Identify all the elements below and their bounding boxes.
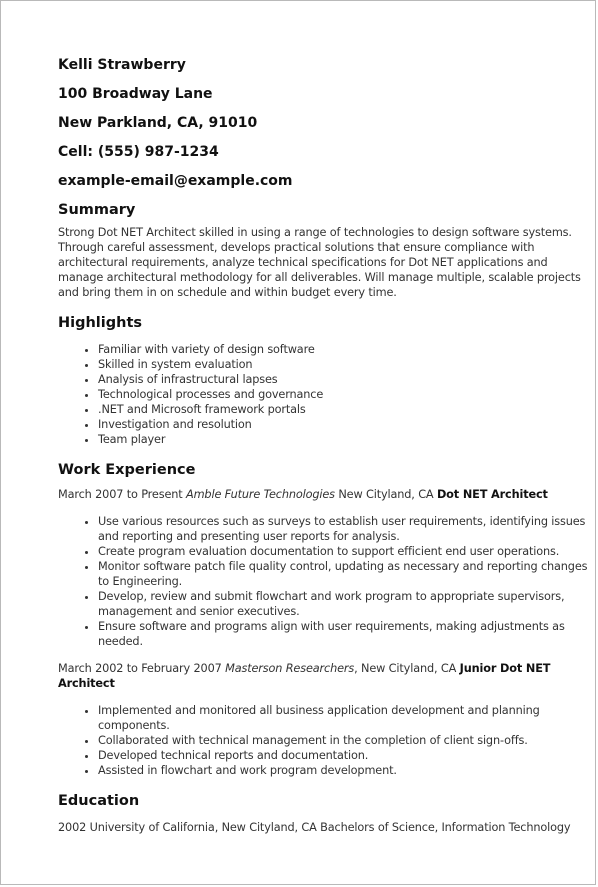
- highlights-section: [58, 314, 594, 447]
- summary-title: Summary: [58, 202, 136, 218]
- list-item: • Investigation and resolution: [98, 417, 594, 432]
- job-dates: March 2002 to February 2007: [58, 662, 222, 675]
- contact-address: 100 Broadway Lane: [58, 86, 213, 102]
- job-bullets: [58, 514, 594, 649]
- job-location: New Cityland, CA: [334, 488, 437, 501]
- job-entry: [58, 487, 594, 649]
- contact-email: example-email@example.com: [58, 173, 293, 189]
- work-title: Work Experience: [58, 462, 196, 478]
- work-section: [58, 461, 594, 778]
- list-item: • Use various resources such as surveys to establish user requirements, identifying issues and reporting and presenting user reports for analysis.: [98, 514, 594, 544]
- job-role: Dot NET Architect: [436, 488, 548, 501]
- summary-text: Strong Dot NET Architect skilled in using a range of technologies to design software systems. Through careful assessment, develops practical solutions that ensure compliance with architectural requirements, analyze technical specifications for Dot NET applications and manage architectural methodology for all deliverables. Will manage multiple, scalable projects and bring them in on schedule and within budget every time.: [58, 226, 581, 299]
- job-dates: March 2007 to Present: [58, 488, 183, 501]
- list-item: • Assisted in flowchart and work program development.: [98, 763, 594, 778]
- list-item: • .NET and Microsoft framework portals: [98, 402, 594, 417]
- job-company: Amble Future Technologies: [186, 488, 335, 501]
- list-item: • Implemented and monitored all business application development and planning components.: [98, 703, 594, 733]
- highlights-title: Highlights: [58, 315, 143, 331]
- job-company: Masterson Researchers: [225, 662, 355, 675]
- highlights-list: [58, 342, 594, 447]
- job-header: [58, 661, 594, 691]
- contact-phone: Cell: (555) 987-1234: [58, 144, 219, 160]
- contact-name: Kelli Strawberry: [58, 57, 186, 73]
- list-item: • Create program evaluation documentation to support efficient end user operations.: [98, 544, 594, 559]
- job-bullets: [58, 703, 594, 778]
- list-item: • Familiar with variety of design software: [98, 342, 594, 357]
- list-item: • Skilled in system evaluation: [98, 357, 594, 372]
- list-item: • Technological processes and governance: [98, 387, 594, 402]
- list-item: • Ensure software and programs align with user requirements, making adjustments as needed.: [98, 619, 594, 649]
- job-role: Junior Dot NET Architect: [58, 662, 551, 690]
- resume-content: [58, 56, 594, 835]
- list-item: • Team player: [98, 432, 594, 447]
- list-item: • Developed technical reports and documentation.: [98, 748, 594, 763]
- summary-section: [58, 201, 594, 300]
- list-item: • Monitor software patch file quality control, updating as necessary and reporting changes to Engineering.: [98, 559, 594, 589]
- list-item: • Collaborated with technical management in the completion of client sign-offs.: [98, 733, 594, 748]
- job-entry: [58, 661, 594, 778]
- list-item: • Analysis of infrastructural lapses: [98, 372, 594, 387]
- education-title: Education: [58, 793, 140, 809]
- list-item: • Develop, review and submit flowchart and work program to appropriate supervisors, management and senior executives.: [98, 589, 594, 619]
- job-header: [58, 487, 594, 502]
- contact-city: New Parkland, CA, 91010: [58, 115, 258, 131]
- job-location: , New Cityland, CA: [354, 662, 460, 675]
- education-text: 2002 University of California, New Cityland, CA Bachelors of Science, Information Technology: [58, 821, 571, 834]
- contact-block: [58, 56, 594, 201]
- education-section: [58, 792, 594, 835]
